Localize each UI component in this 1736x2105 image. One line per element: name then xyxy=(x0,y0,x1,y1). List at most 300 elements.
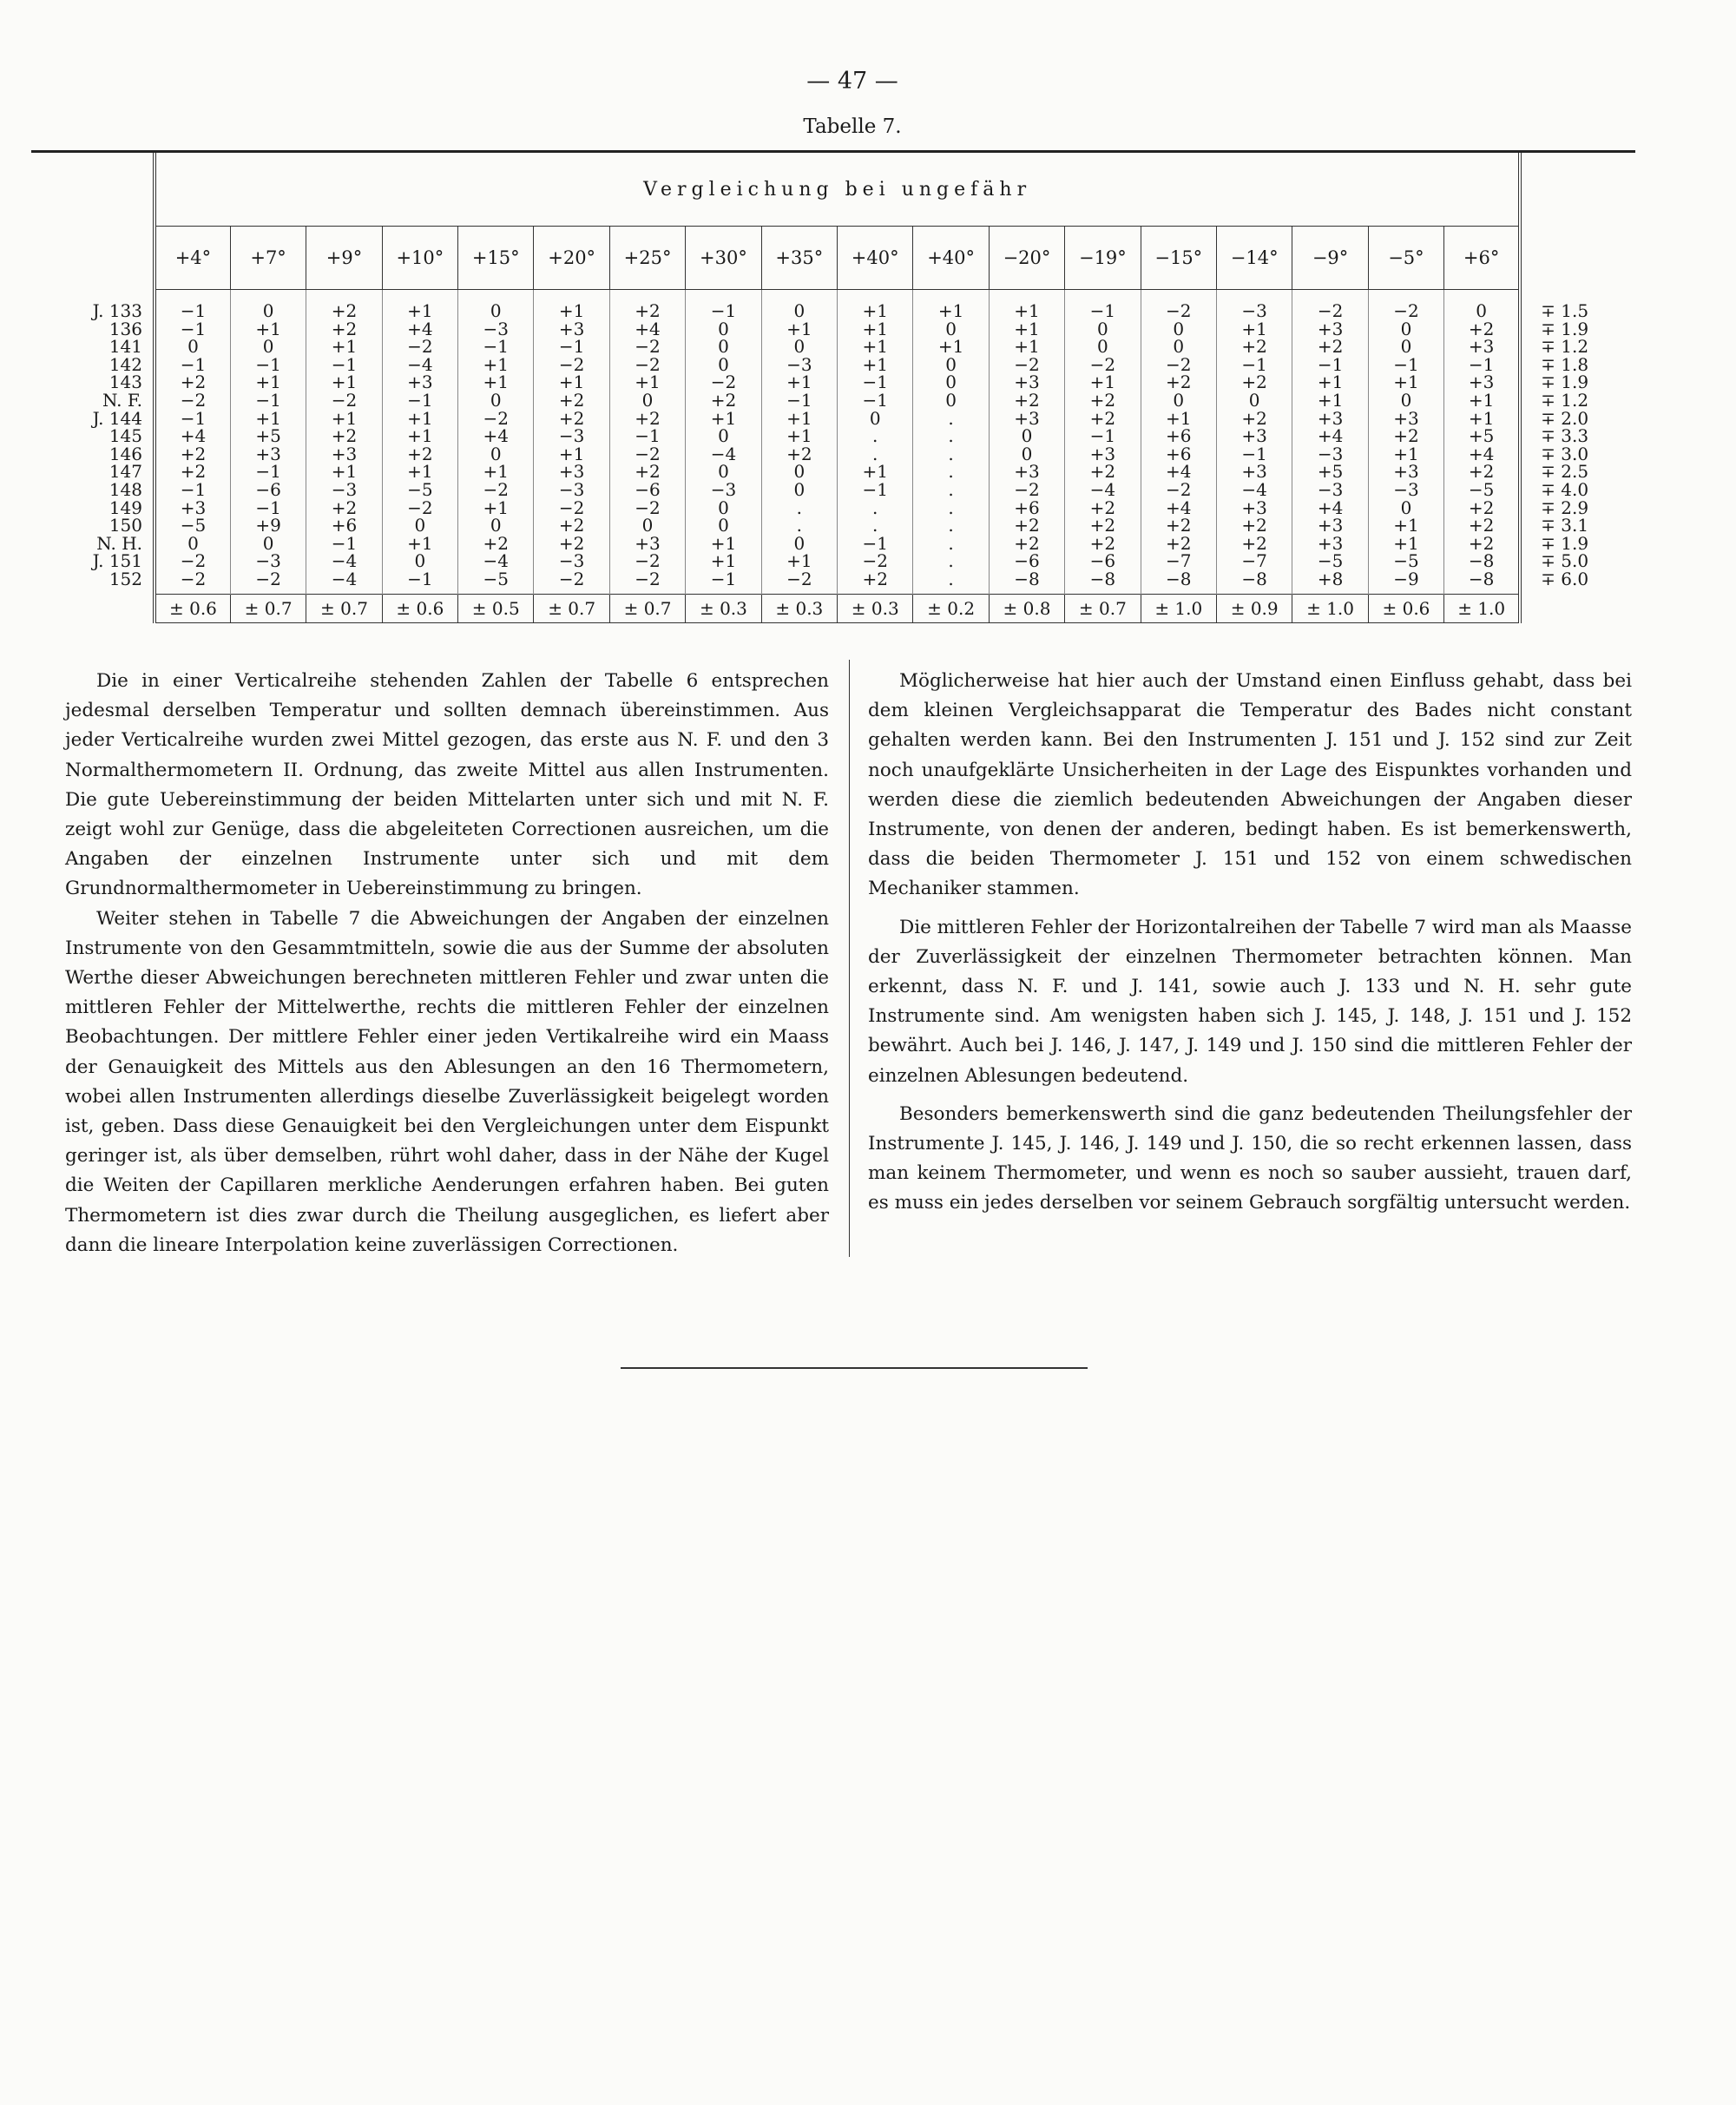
mean-error-row xyxy=(31,594,1635,622)
table-cell: −4 xyxy=(686,445,761,464)
row-mean-error: ∓ 1.9 xyxy=(1520,373,1635,391)
column-mean-error: ± 1.0 xyxy=(1444,594,1521,622)
column-header: −15° xyxy=(1141,227,1216,290)
table-cell: 0 xyxy=(382,552,457,570)
table-cell: −2 xyxy=(1141,481,1216,499)
column-header: +20° xyxy=(534,227,609,290)
table-row xyxy=(31,481,1635,499)
table-cell: −2 xyxy=(458,410,534,428)
table-cell: −1 xyxy=(155,481,230,499)
table-cell: −2 xyxy=(534,499,609,517)
table-row xyxy=(31,391,1635,410)
table-cell: 0 xyxy=(761,535,837,553)
table-cell: +1 xyxy=(306,338,382,356)
row-label: 145 xyxy=(31,427,155,445)
table-cell: −3 xyxy=(1292,445,1368,464)
table-cell: 0 xyxy=(913,391,989,410)
column-mean-error: ± 0.7 xyxy=(1065,594,1141,622)
table-cell: +1 xyxy=(838,356,913,374)
column-mean-error: ± 0.6 xyxy=(155,594,230,622)
table-cell: −8 xyxy=(1444,570,1521,594)
column-header: +40° xyxy=(913,227,989,290)
table-cell: −6 xyxy=(609,481,685,499)
table-cell: . xyxy=(913,516,989,535)
table-cell: +8 xyxy=(1292,570,1368,594)
column-mean-error: ± 0.8 xyxy=(989,594,1064,622)
column-header: −9° xyxy=(1292,227,1368,290)
table-cell: +1 xyxy=(1065,373,1141,391)
table-cell: −4 xyxy=(1065,481,1141,499)
row-label: N. F. xyxy=(31,391,155,410)
table-cell: −1 xyxy=(1065,427,1141,445)
table-cell: −2 xyxy=(382,499,457,517)
table-cell: +1 xyxy=(1368,535,1443,553)
table-row xyxy=(31,290,1635,320)
table-cell: −6 xyxy=(230,481,306,499)
table-cell: +4 xyxy=(458,427,534,445)
row-mean-error: ∓ 1.9 xyxy=(1520,535,1635,553)
table-cell: 0 xyxy=(1368,338,1443,356)
table-cell: +2 xyxy=(1065,516,1141,535)
table-cell: +2 xyxy=(155,463,230,481)
table-cell: +2 xyxy=(609,410,685,428)
table-cell: . xyxy=(838,445,913,464)
table-cell: 0 xyxy=(686,338,761,356)
table-cell: −3 xyxy=(761,356,837,374)
table-cell: +2 xyxy=(989,516,1064,535)
right-paragraph-3: Besonders bemerkenswerth sind die ganz bedeutenden Theilungsfehler der Instrumente J. 145, J. 146, J. 149 und J. 150, die so recht erkennen lassen, dass man keinem Thermometer, und wenn es noch so sauber aussieht, trauen darf, es muss ein jedes derselben vor seinem Gebrauch sorgfältig untersucht werden. xyxy=(868,1102,1632,1214)
table-cell: +6 xyxy=(306,516,382,535)
table-cell: +1 xyxy=(609,373,685,391)
column-header: +9° xyxy=(306,227,382,290)
corner-blank-right xyxy=(1520,153,1635,227)
table-cell: 0 xyxy=(230,535,306,553)
table-cell: −3 xyxy=(1216,290,1292,320)
table-cell: +3 xyxy=(382,373,457,391)
row-label: J. 133 xyxy=(31,290,155,320)
table-cell: +2 xyxy=(1444,516,1521,535)
column-header: −19° xyxy=(1065,227,1141,290)
column-mean-error: ± 0.9 xyxy=(1216,594,1292,622)
table-cell: +4 xyxy=(1141,463,1216,481)
table-cell: +1 xyxy=(1368,516,1443,535)
table-cell: +2 xyxy=(1216,410,1292,428)
table-cell: +1 xyxy=(1444,410,1521,428)
table-cell: +2 xyxy=(534,410,609,428)
table-cell: +2 xyxy=(382,445,457,464)
table-cell: +1 xyxy=(1292,391,1368,410)
column-mean-error: ± 0.6 xyxy=(1368,594,1443,622)
table-cell: +1 xyxy=(230,320,306,339)
table-row xyxy=(31,516,1635,535)
table-cell: +4 xyxy=(1141,499,1216,517)
table-cell: −1 xyxy=(155,290,230,320)
table-cell: 0 xyxy=(609,391,685,410)
column-header: +25° xyxy=(609,227,685,290)
table-cell: −2 xyxy=(1292,290,1368,320)
table-cell: +2 xyxy=(1216,338,1292,356)
table-cell: +5 xyxy=(1444,427,1521,445)
span-header: Vergleichung bei ungefähr xyxy=(155,153,1520,227)
table-cell: 0 xyxy=(1141,391,1216,410)
table-cell: 0 xyxy=(686,356,761,374)
table-cell: +1 xyxy=(1141,410,1216,428)
table-cell: −1 xyxy=(230,356,306,374)
table-cell: −1 xyxy=(1444,356,1521,374)
table-cell: +3 xyxy=(534,320,609,339)
table-cell: +2 xyxy=(306,427,382,445)
table-cell: −5 xyxy=(155,516,230,535)
column-mean-error: ± 0.7 xyxy=(230,594,306,622)
table-cell: 0 xyxy=(458,391,534,410)
table-cell: +3 xyxy=(989,463,1064,481)
table-cell: +1 xyxy=(534,373,609,391)
column-mean-error: ± 0.7 xyxy=(306,594,382,622)
table-cell: +1 xyxy=(761,552,837,570)
column-header: +30° xyxy=(686,227,761,290)
table-cell: −8 xyxy=(1141,570,1216,594)
table-cell: 0 xyxy=(609,516,685,535)
table-cell: +2 xyxy=(306,290,382,320)
table-cell: −2 xyxy=(155,391,230,410)
row-label: 147 xyxy=(31,463,155,481)
table-cell: −7 xyxy=(1216,552,1292,570)
table-cell: 0 xyxy=(686,320,761,339)
column-mean-error: ± 0.3 xyxy=(686,594,761,622)
row-label: 150 xyxy=(31,516,155,535)
table-cell: −2 xyxy=(609,356,685,374)
table-cell: +2 xyxy=(1444,320,1521,339)
table-cell: 0 xyxy=(1444,290,1521,320)
row-mean-error: ∓ 3.0 xyxy=(1520,445,1635,464)
table-cell: 0 xyxy=(761,481,837,499)
row-mean-error: ∓ 4.0 xyxy=(1520,481,1635,499)
table-cell: 0 xyxy=(1065,320,1141,339)
table-cell: −4 xyxy=(1216,481,1292,499)
table-cell: +4 xyxy=(1292,499,1368,517)
row-mean-error: ∓ 1.9 xyxy=(1520,320,1635,339)
row-mean-error: ∓ 1.8 xyxy=(1520,356,1635,374)
table-cell: +1 xyxy=(534,445,609,464)
table-cell: +3 xyxy=(306,445,382,464)
table-cell: +1 xyxy=(534,290,609,320)
table-cell: −3 xyxy=(1292,481,1368,499)
table-cell: +3 xyxy=(155,499,230,517)
column-mean-error: ± 0.7 xyxy=(609,594,685,622)
table-cell: +3 xyxy=(1216,463,1292,481)
table-cell: −8 xyxy=(1216,570,1292,594)
table-cell: +2 xyxy=(1216,373,1292,391)
table-cell: +3 xyxy=(989,410,1064,428)
table-cell: 0 xyxy=(913,356,989,374)
table-cell: +2 xyxy=(1065,391,1141,410)
table-cell: −5 xyxy=(1368,552,1443,570)
table-cell: +2 xyxy=(838,570,913,594)
table-cell: +2 xyxy=(1216,516,1292,535)
table-cell: −1 xyxy=(306,535,382,553)
table-cell: +2 xyxy=(1141,535,1216,553)
column-header: −14° xyxy=(1216,227,1292,290)
table-cell: −2 xyxy=(382,338,457,356)
table-cell: −6 xyxy=(1065,552,1141,570)
column-mean-error: ± 1.0 xyxy=(1141,594,1216,622)
table-cell: −5 xyxy=(382,481,457,499)
row-mean-error: ∓ 1.2 xyxy=(1520,391,1635,410)
row-mean-error: ∓ 5.0 xyxy=(1520,552,1635,570)
table-cell: −3 xyxy=(534,481,609,499)
table-cell: +2 xyxy=(1141,373,1216,391)
table-cell: +1 xyxy=(1368,445,1443,464)
table-row xyxy=(31,552,1635,570)
table-cell: +3 xyxy=(1216,427,1292,445)
table-cell: −2 xyxy=(609,552,685,570)
table-cell: . xyxy=(913,552,989,570)
table-cell: 0 xyxy=(1368,320,1443,339)
corner-blank xyxy=(31,153,155,227)
table-cell: +1 xyxy=(458,356,534,374)
row-label: J. 144 xyxy=(31,410,155,428)
table-cell: −1 xyxy=(230,391,306,410)
left-paragraph-1: Die in einer Verticalreihe stehenden Zahlen der Tabelle 6 entsprechen jedesmal derselben Temperatur und sollten demnach übereinstimmen. Aus jeder Verticalreihe wurden zwei Mittel gezogen, das erste aus N. F. und den 3 Normalthermometern II. Ordnung, das zweite Mittel aus allen Instrumenten. Die gute Uebereinstimmung der beiden Mittelarten unter sich und mit N. F. zeigt wohl zur Genüge, dass die abgeleiteten Correctionen ausreichen, um die Angaben der einzelnen Instrumente unter sich und mit dem Grundnormalthermometer in Uebereinstimmung zu bringen. xyxy=(65,670,829,900)
table-cell: 0 xyxy=(1216,391,1292,410)
row-mean-error: ∓ 1.2 xyxy=(1520,338,1635,356)
table-cell: +6 xyxy=(989,499,1064,517)
column-divider xyxy=(849,660,850,1257)
column-mean-error: ± 0.5 xyxy=(458,594,534,622)
table-cell: −3 xyxy=(686,481,761,499)
table-cell: +2 xyxy=(1065,410,1141,428)
mean-blank-right xyxy=(1520,594,1635,622)
table-title: Tabelle 7. xyxy=(803,115,902,138)
table-cell: +3 xyxy=(1065,445,1141,464)
table-row xyxy=(31,356,1635,374)
table-cell: −4 xyxy=(458,552,534,570)
table-cell: +1 xyxy=(838,338,913,356)
row-mean-error: ∓ 2.5 xyxy=(1520,463,1635,481)
table-cell: . xyxy=(913,499,989,517)
column-header: −5° xyxy=(1368,227,1443,290)
table-cell: +1 xyxy=(382,410,457,428)
table-cell: 0 xyxy=(382,516,457,535)
table-cell: +1 xyxy=(838,320,913,339)
table-cell: +1 xyxy=(913,338,989,356)
table-cell: +1 xyxy=(1216,320,1292,339)
table-cell: +2 xyxy=(609,290,685,320)
table-cell: 0 xyxy=(1368,499,1443,517)
row-label: 143 xyxy=(31,373,155,391)
table-cell: −2 xyxy=(989,356,1064,374)
left-text-column xyxy=(65,667,829,1260)
table-cell: −1 xyxy=(230,499,306,517)
row-label: J. 151 xyxy=(31,552,155,570)
table-cell: −1 xyxy=(382,391,457,410)
table-cell: −2 xyxy=(306,391,382,410)
table-cell: −8 xyxy=(989,570,1064,594)
column-mean-error: ± 0.2 xyxy=(913,594,989,622)
row-label: 149 xyxy=(31,499,155,517)
table-cell: +3 xyxy=(609,535,685,553)
table-cell: 0 xyxy=(458,445,534,464)
table-cell: −1 xyxy=(838,535,913,553)
table-cell: −3 xyxy=(306,481,382,499)
table-cell: 0 xyxy=(686,463,761,481)
table-cell: . xyxy=(913,535,989,553)
table-cell: 0 xyxy=(458,290,534,320)
right-text-column xyxy=(868,667,1632,1219)
table-cell: +1 xyxy=(382,290,457,320)
table-cell: +3 xyxy=(1444,338,1521,356)
table-cell: −2 xyxy=(761,570,837,594)
column-header: +40° xyxy=(838,227,913,290)
table-cell: −1 xyxy=(1065,290,1141,320)
table-cell: 0 xyxy=(1141,338,1216,356)
left-paragraph-2: Weiter stehen in Tabelle 7 die Abweichungen der Angaben der einzelnen Instrumente von den Gesammtmitteln, sowie die aus der Summe der absoluten Werthe dieser Abweichungen berechneten mittleren Fehler und zwar unten die mittleren Fehler der Mittelwerthe, rechts die mittleren Fehler der einzelnen Beobachtungen. Der mittlere Fehler einer jeden Vertikalreihe wird ein Maass der Genauigkeit des Mittels aus den Ablesungen an den 16 Thermometern, wobei allen Instrumenten allerdings dieselbe Zuverlässigkeit beigelegt worden ist, geben. Dass diese Genauigkeit bei den Vergleichungen unter dem Eispunkt geringer ist, als über demselben, rührt wohl daher, dass in der Nähe der Kugel die Weiten der Capillaren merkliche Aenderungen erfahren haben. Bei guten Thermometern ist dies zwar durch die Theilung ausgeglichen, es liefert aber dann die lineare Interpolation keine zuverlässigen Correctionen. xyxy=(65,907,829,1256)
table-cell: −5 xyxy=(458,570,534,594)
comparison-table xyxy=(31,153,1635,623)
table-cell: +3 xyxy=(534,463,609,481)
column-header: +4° xyxy=(155,227,230,290)
table-cell: +4 xyxy=(1292,427,1368,445)
table-cell: +1 xyxy=(230,410,306,428)
table-cell: −5 xyxy=(1292,552,1368,570)
table-cell: +1 xyxy=(458,463,534,481)
table-row xyxy=(31,338,1635,356)
row-label: N. H. xyxy=(31,535,155,553)
table-cell: . xyxy=(913,481,989,499)
table-cell: −6 xyxy=(989,552,1064,570)
table-cell: +1 xyxy=(306,373,382,391)
table-cell: . xyxy=(761,499,837,517)
table-cell: +4 xyxy=(1444,445,1521,464)
column-header: +15° xyxy=(458,227,534,290)
table-cell: +2 xyxy=(534,516,609,535)
column-header: +6° xyxy=(1444,227,1521,290)
row-label: 136 xyxy=(31,320,155,339)
table-cell: −2 xyxy=(1368,290,1443,320)
table-cell: +2 xyxy=(989,535,1064,553)
table-cell: +2 xyxy=(609,463,685,481)
table-cell: −5 xyxy=(1444,481,1521,499)
row-mean-error: ∓ 2.9 xyxy=(1520,499,1635,517)
table-cell: 0 xyxy=(686,499,761,517)
column-header-row xyxy=(31,227,1635,290)
table-cell: +2 xyxy=(155,445,230,464)
table-cell: −1 xyxy=(761,391,837,410)
row-mean-error: ∓ 1.5 xyxy=(1520,290,1635,320)
table-cell: 0 xyxy=(989,445,1064,464)
table-cell: 0 xyxy=(686,516,761,535)
row-label: 148 xyxy=(31,481,155,499)
table-cell: +2 xyxy=(1065,535,1141,553)
table-cell: −1 xyxy=(1292,356,1368,374)
table-cell: . xyxy=(761,516,837,535)
table-cell: . xyxy=(838,427,913,445)
table-cell: +2 xyxy=(1216,535,1292,553)
table-cell: +1 xyxy=(989,338,1064,356)
table-cell: +1 xyxy=(382,427,457,445)
table-cell: . xyxy=(913,463,989,481)
table-cell: −3 xyxy=(534,552,609,570)
column-header: +7° xyxy=(230,227,306,290)
row-mean-error: ∓ 6.0 xyxy=(1520,570,1635,594)
table-cell: +3 xyxy=(230,445,306,464)
table-cell: −2 xyxy=(1141,290,1216,320)
table-cell: +1 xyxy=(838,463,913,481)
table-cell: 0 xyxy=(686,427,761,445)
table-cell: +3 xyxy=(1292,410,1368,428)
table-cell: +2 xyxy=(1444,535,1521,553)
table-cell: −2 xyxy=(534,570,609,594)
table-cell: −8 xyxy=(1065,570,1141,594)
table-cell: 0 xyxy=(913,320,989,339)
table-cell: −9 xyxy=(1368,570,1443,594)
table-cell: . xyxy=(838,499,913,517)
table-cell: −1 xyxy=(1368,356,1443,374)
column-mean-error: ± 1.0 xyxy=(1292,594,1368,622)
table-cell: −1 xyxy=(155,356,230,374)
page-number: — 47 — xyxy=(806,68,898,95)
table-cell: −7 xyxy=(1141,552,1216,570)
table-cell: +3 xyxy=(1368,463,1443,481)
table-cell: +4 xyxy=(609,320,685,339)
table-cell: −2 xyxy=(686,373,761,391)
table-cell: −1 xyxy=(838,391,913,410)
table-cell: +3 xyxy=(1292,320,1368,339)
table-cell: +2 xyxy=(458,535,534,553)
table-cell: +1 xyxy=(306,410,382,428)
table-cell: −1 xyxy=(838,481,913,499)
table-cell: +1 xyxy=(1368,373,1443,391)
table-cell: +2 xyxy=(306,499,382,517)
right-paragraph-2: Die mittleren Fehler der Horizontalreihen der Tabelle 7 wird man als Maasse der Zuverlässigkeit der einzelnen Thermometer betrachten können. Man erkennt, dass N. F. und J. 141, sowie auch J. 133 und N. H. sehr gute Instrumente sind. Am wenigsten haben sich J. 145, J. 148, J. 151 und J. 152 bewährt. Auch bei J. 146, J. 147, J. 149 und J. 150 sind die mittleren Fehler der einzelnen Ablesungen bedeutend. xyxy=(868,916,1632,1087)
table-cell: 0 xyxy=(989,427,1064,445)
table-cell: +1 xyxy=(761,427,837,445)
table-cell: +3 xyxy=(1216,499,1292,517)
table-cell: −1 xyxy=(306,356,382,374)
table-cell: +1 xyxy=(686,535,761,553)
table-cell: −2 xyxy=(989,481,1064,499)
table-cell: −2 xyxy=(458,481,534,499)
table-cell: +2 xyxy=(1444,499,1521,517)
table-cell: +1 xyxy=(989,320,1064,339)
row-mean-error: ∓ 3.3 xyxy=(1520,427,1635,445)
table-cell: +2 xyxy=(306,320,382,339)
table-cell: +3 xyxy=(1292,535,1368,553)
table-cell: −1 xyxy=(458,338,534,356)
table-cell: −1 xyxy=(838,373,913,391)
table-cell: −2 xyxy=(838,552,913,570)
table-cell: . xyxy=(913,427,989,445)
table-row xyxy=(31,535,1635,553)
table-cell: +1 xyxy=(686,552,761,570)
table-cell: −2 xyxy=(609,445,685,464)
column-mean-error: ± 0.3 xyxy=(838,594,913,622)
row-mean-error: ∓ 2.0 xyxy=(1520,410,1635,428)
table-cell: 0 xyxy=(761,290,837,320)
table-cell: +5 xyxy=(1292,463,1368,481)
table-cell: +1 xyxy=(382,463,457,481)
table-cell: −1 xyxy=(1216,445,1292,464)
row-label: 152 xyxy=(31,570,155,594)
column-header: −20° xyxy=(989,227,1064,290)
table-cell: +1 xyxy=(913,290,989,320)
table-cell: +1 xyxy=(1444,391,1521,410)
table-cell: −4 xyxy=(382,356,457,374)
table-cell: 0 xyxy=(761,463,837,481)
table-cell: −3 xyxy=(230,552,306,570)
table-cell: +3 xyxy=(1444,373,1521,391)
table-cell: −8 xyxy=(1444,552,1521,570)
